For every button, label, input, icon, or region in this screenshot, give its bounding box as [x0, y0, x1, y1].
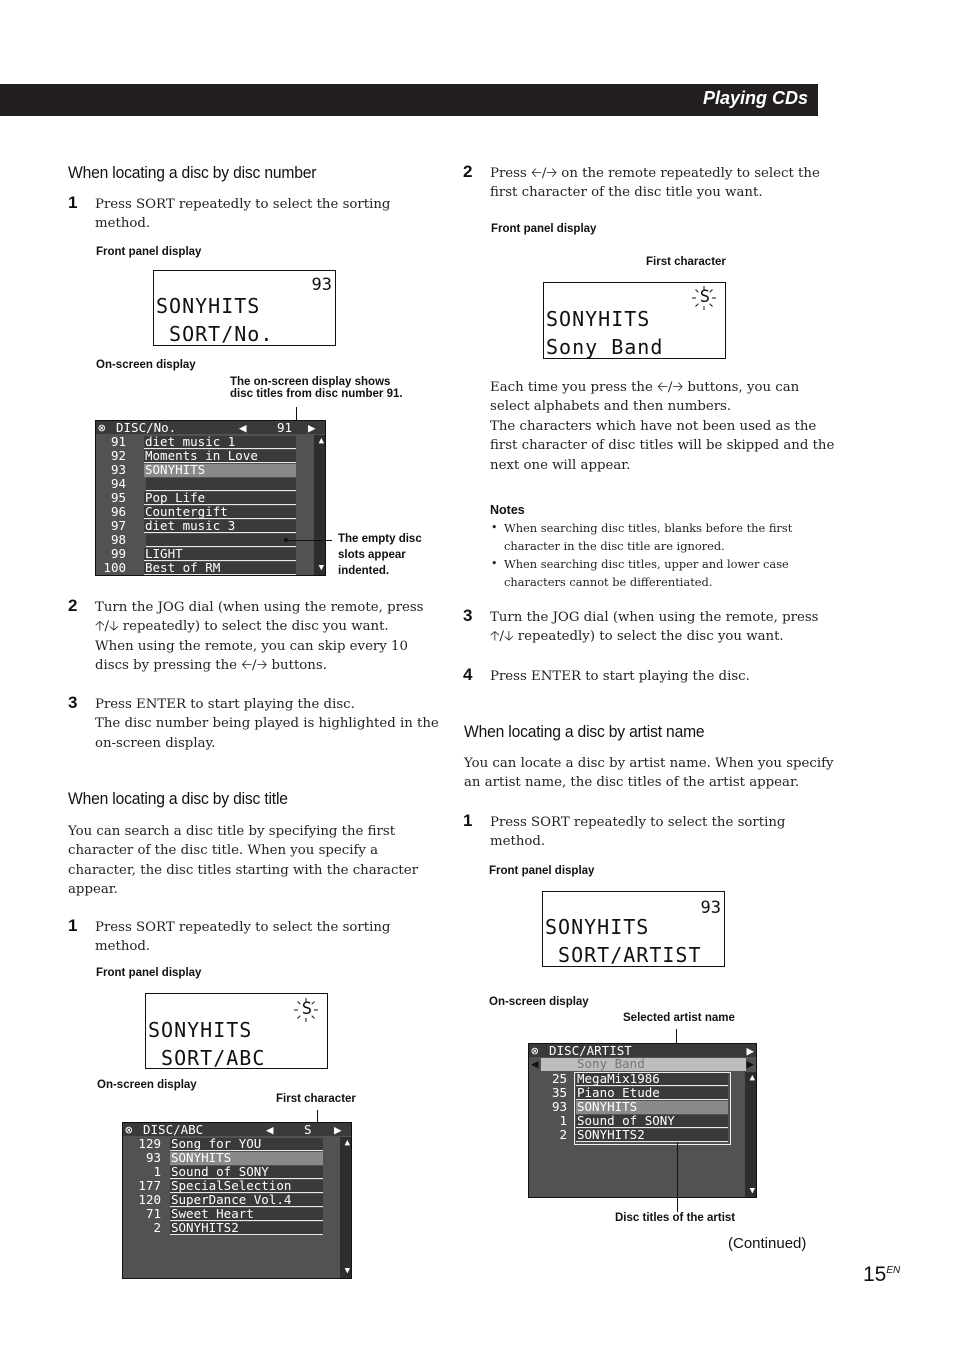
scroll-down-icon: ▼	[318, 563, 324, 573]
osd-row-number: 93	[145, 1150, 161, 1165]
heading-disc-number: When locating a disc by disc number	[68, 163, 317, 182]
disc-icon: ⊗	[125, 1122, 133, 1137]
text-line: The empty disc	[338, 533, 422, 545]
osd-row-number: 1	[559, 1113, 567, 1128]
osd-mode-label: DISC/ARTIST	[549, 1043, 632, 1058]
text-line: method.	[490, 834, 546, 850]
scroll-down-icon: ▼	[344, 1266, 350, 1276]
front-panel-display	[145, 993, 328, 1069]
osd-row-title: SONYHITS	[171, 1150, 232, 1165]
heading-artist-name: When locating a disc by artist name	[464, 722, 705, 741]
text-line: Press SORT repeatedly to select the sorting	[490, 815, 786, 830]
text-line: first character of disc titles will be skipped and the	[490, 438, 835, 454]
osd-row-number: 25	[551, 1071, 567, 1086]
display-line-2: Sony Band	[546, 335, 664, 359]
intro-paragraph	[68, 822, 418, 900]
caption-on-screen: On-screen display	[489, 996, 589, 1008]
caption-on-screen: On-screen display	[97, 1079, 197, 1091]
step-number: 4	[463, 665, 473, 684]
front-panel-display	[543, 282, 726, 359]
text-line: You can search a disc title by specifying the first	[68, 824, 396, 839]
left-arrow-icon: ◀	[531, 1056, 539, 1071]
osd-row-title: LIGHT	[145, 546, 183, 561]
scrollbar[interactable]	[745, 1072, 756, 1197]
step-number: 1	[68, 193, 78, 212]
section-title: Playing CDs	[702, 88, 808, 108]
step-number: 1	[463, 811, 473, 830]
osd-row-title: SONYHITS2	[171, 1220, 239, 1235]
text-line: Press ENTER to start playing the disc.	[490, 669, 750, 684]
intro-paragraph	[464, 754, 834, 793]
osd-row-title: SONYHITS2	[577, 1127, 645, 1142]
step-text	[490, 667, 750, 686]
annotation-empty-slots	[338, 531, 422, 579]
text-line: first character of the disc title you want.	[490, 185, 763, 201]
scroll-up-icon: ▲	[318, 436, 324, 446]
text-line: Press SORT repeatedly to select the sorting	[95, 920, 391, 935]
scrollbar[interactable]	[314, 435, 325, 575]
text-line: Turn the JOG dial (when using the remote, press	[490, 610, 819, 625]
leader-line	[677, 1142, 678, 1212]
scrollbar[interactable]	[340, 1137, 351, 1278]
first-character: S	[699, 287, 710, 307]
osd-row-title: Sound of SONY	[171, 1164, 269, 1179]
leader-line	[288, 540, 332, 541]
osd-mode-label: DISC/No.	[116, 420, 177, 435]
display-line-1: SONYHITS	[148, 1018, 253, 1042]
step-text	[490, 164, 820, 203]
osd-row-title: MegaMix1986	[577, 1071, 660, 1086]
front-panel-display	[153, 270, 336, 346]
osd-row-number: 94	[110, 476, 126, 491]
text-line: slots appear	[338, 549, 406, 561]
step-text	[95, 598, 423, 676]
text-line: disc titles from disc number 91.	[230, 388, 403, 400]
text-line: Each time you press the 🡠/🡢 buttons, you can	[490, 380, 800, 395]
osd-row-number: 120	[138, 1192, 161, 1207]
continued-label: (Continued)	[728, 1235, 807, 1252]
text-line: Press ENTER to start playing the disc.	[95, 697, 355, 712]
text-line: Turn the JOG dial (when using the remote, press	[95, 600, 424, 615]
scroll-up-icon: ▲	[749, 1073, 755, 1083]
osd-row-number: 93	[110, 462, 126, 477]
osd-row-title: SpecialSelection	[171, 1178, 292, 1193]
text-line: method.	[95, 216, 151, 232]
osd-row-number: 97	[110, 518, 126, 533]
step-number: 3	[68, 693, 78, 712]
step-number: 2	[463, 162, 473, 181]
page-suffix: EN	[886, 1265, 901, 1276]
osd-row-number: 2	[153, 1220, 161, 1235]
step-text	[95, 918, 390, 957]
osd-row-number: 129	[138, 1136, 161, 1151]
osd-row-number: 177	[138, 1178, 161, 1193]
first-character: S	[301, 999, 312, 1019]
caption-first-character: First character	[276, 1093, 356, 1105]
on-screen-display-disc-number	[95, 420, 326, 576]
left-arrow-icon: ◀	[239, 420, 247, 435]
page-number	[863, 1263, 900, 1287]
text-line: select alphabets and then numbers.	[490, 399, 732, 415]
text-line: You can locate a disc by artist name. When you specify	[464, 756, 834, 771]
osd-row-number: 35	[551, 1085, 567, 1100]
osd-head-number: 91	[277, 420, 293, 435]
display-line-1: SONYHITS	[546, 307, 651, 331]
display-line-2: SORT/ABC	[148, 1046, 266, 1070]
text-line: next one will appear.	[490, 457, 631, 473]
osd-row-title: Piano Etude	[577, 1085, 660, 1100]
leader-dot	[284, 538, 288, 542]
page-number-value: 15	[863, 1263, 887, 1286]
bullet: •	[491, 557, 498, 570]
osd-row-number: 93	[551, 1099, 567, 1114]
osd-row-number: 95	[110, 490, 126, 505]
right-arrow-icon: ▶	[746, 1043, 754, 1058]
right-arrow-icon: ▶	[334, 1122, 342, 1137]
osd-row-number: 91	[110, 434, 126, 449]
explanation-paragraph	[490, 378, 834, 475]
text-line: The on-screen display shows	[230, 376, 391, 388]
caption-front-panel: Front panel display	[96, 246, 202, 258]
text-line: When searching disc titles, upper and lower case	[504, 557, 789, 571]
caption-front-panel: Front panel display	[96, 967, 202, 979]
front-panel-display	[542, 891, 725, 967]
text-line: 🡡/🡣 repeatedly) to select the disc you want.	[95, 619, 389, 635]
header-bar	[0, 84, 818, 116]
caption-selected-artist: Selected artist name	[623, 1012, 735, 1024]
display-line-2: SORT/ARTIST	[545, 943, 702, 967]
osd-row-title: Sound of SONY	[577, 1113, 675, 1128]
osd-row-number: 1	[153, 1164, 161, 1179]
heading-disc-title: When locating a disc by disc title	[68, 789, 288, 808]
caption-first-character: First character	[646, 256, 726, 268]
osd-row-title: SONYHITS	[145, 462, 206, 477]
display-line-2: SORT/No.	[156, 322, 274, 346]
notes-title: Notes	[490, 503, 525, 517]
bullet: •	[491, 521, 498, 534]
osd-row-number: 96	[110, 504, 126, 519]
step-text	[95, 695, 439, 753]
disc-number: 93	[311, 275, 332, 295]
text-line: When searching disc titles, blanks before the first	[504, 521, 793, 535]
osd-row-title: Song for YOU	[171, 1136, 262, 1151]
disc-icon: ⊗	[98, 420, 106, 435]
osd-row-number: 71	[145, 1206, 161, 1221]
text-line: discs by pressing the 🡠/🡢 buttons.	[95, 658, 327, 674]
caption-disc-titles: Disc titles of the artist	[615, 1212, 736, 1224]
step-text	[95, 195, 390, 234]
osd-mode-label: DISC/ABC	[143, 1122, 204, 1137]
display-line-1: SONYHITS	[156, 294, 261, 318]
osd-row-title: Best of RM	[145, 560, 221, 575]
left-arrow-icon: ◀	[266, 1122, 274, 1137]
note-item	[504, 556, 789, 591]
osd-row-number: 98	[110, 532, 126, 547]
osd-row-number: 99	[110, 546, 126, 561]
osd-row-title: Moments in Love	[145, 448, 258, 463]
annotation-disc-titles	[230, 376, 403, 400]
caption-on-screen: On-screen display	[96, 359, 196, 371]
text-line: The disc number being played is highlighted in the	[95, 716, 439, 732]
selected-artist-name: Sony Band	[577, 1056, 645, 1071]
step-text	[490, 813, 785, 852]
osd-row-number: 92	[110, 448, 126, 463]
osd-row-title: SONYHITS	[577, 1099, 638, 1114]
text-line: Press SORT repeatedly to select the sorting	[95, 197, 391, 212]
scroll-down-icon: ▼	[749, 1186, 755, 1196]
text-line: The characters which have not been used as the	[490, 418, 817, 434]
osd-head-char: S	[304, 1122, 312, 1137]
osd-row-title: Countergift	[145, 504, 228, 519]
caption-front-panel: Front panel display	[489, 865, 595, 877]
osd-row-title: Sweet Heart	[171, 1206, 254, 1221]
display-line-1: SONYHITS	[545, 915, 650, 939]
step-number: 1	[68, 916, 78, 935]
on-screen-display-artist	[528, 1043, 757, 1198]
right-arrow-icon: ▶	[308, 420, 316, 435]
osd-row-number: 100	[103, 560, 126, 575]
disc-number: 93	[700, 898, 721, 918]
on-screen-display-disc-title	[122, 1122, 352, 1279]
osd-row-number: 2	[559, 1127, 567, 1142]
osd-row-title: SuperDance Vol.4	[171, 1192, 292, 1207]
osd-row-title: diet music 3	[145, 518, 236, 533]
text-line: character in the disc title are ignored.	[504, 538, 725, 553]
scroll-up-icon: ▲	[344, 1138, 350, 1148]
text-line: an artist name, the disc titles of the artist appear.	[464, 775, 800, 791]
caption-front-panel: Front panel display	[491, 223, 597, 235]
osd-row-title: Pop Life	[145, 490, 206, 505]
text-line: appear.	[68, 882, 118, 898]
osd-row-title: diet music 1	[145, 434, 236, 449]
text-line: characters cannot be differentiated.	[504, 574, 713, 589]
step-text	[490, 608, 818, 647]
note-item	[504, 520, 792, 555]
text-line: indented.	[338, 565, 390, 577]
text-line: character, the disc titles starting with the character	[68, 862, 418, 878]
right-arrow-icon: ▶	[746, 1056, 754, 1071]
text-line: 🡡/🡣 repeatedly) to select the disc you want.	[490, 629, 784, 645]
text-line: method.	[95, 939, 151, 955]
text-line: When using the remote, you can skip every 10	[95, 638, 408, 654]
disc-icon: ⊗	[531, 1043, 539, 1058]
step-number: 2	[68, 596, 78, 615]
text-line: Press 🡠/🡢 on the remote repeatedly to select the	[490, 166, 820, 181]
text-line: on-screen display.	[95, 735, 216, 751]
step-number: 3	[463, 606, 473, 625]
text-line: character of the disc title. When you specify a	[68, 843, 379, 859]
